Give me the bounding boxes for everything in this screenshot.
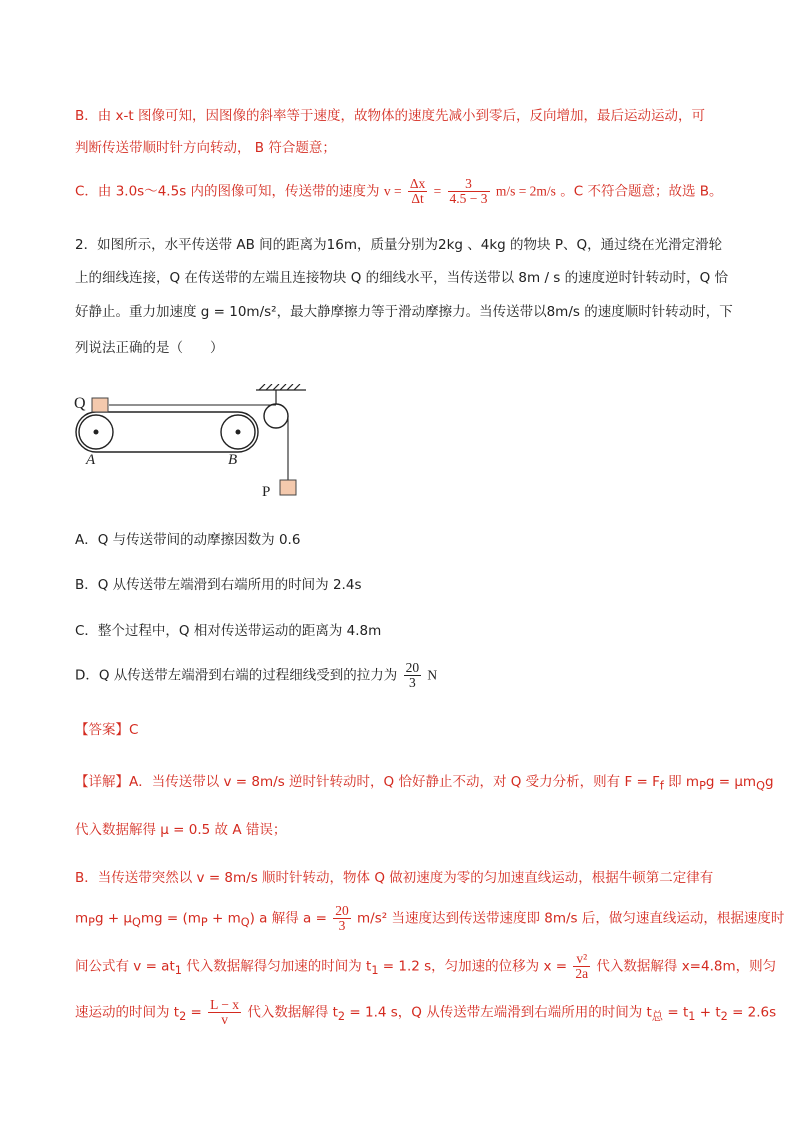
fraction-den: 2a	[575, 966, 589, 981]
detail-text: mg = (m	[140, 910, 201, 927]
detail-text: m	[75, 910, 89, 927]
detail-text: 代入数据解得 t	[247, 1004, 338, 1021]
detail-text: ) a 解得 a =	[249, 910, 327, 927]
label-a: A	[86, 452, 96, 468]
detail-text: 间公式有 v = at	[75, 958, 175, 975]
option-c: C．整个过程中，Q 相对传送带运动的距离为 4.8m	[75, 623, 382, 639]
block-q	[92, 398, 108, 412]
fraction-den: 4.5 − 3	[449, 191, 488, 206]
subscript: 1	[688, 1010, 696, 1024]
detail-line5	[75, 952, 776, 981]
subscript: 2	[179, 1010, 187, 1024]
option-d-unit: N	[427, 667, 438, 683]
block-p	[280, 480, 296, 495]
detail-text: g = μm	[705, 774, 757, 790]
detail-line3: B．当传送带突然以 v = 8m/s 顺时针转动，物体 Q 做初速度为零的匀加速直线运动，根据牛顿第二定律有	[75, 870, 714, 886]
detail-text: + t	[695, 1004, 721, 1021]
question-line1: 2．如图所示，水平传送带 AB 间的距离为16m，质量分别为2kg 、4kg 的物块 P、Q，通过绕在光滑定滑轮	[75, 237, 723, 253]
subscript: 2	[720, 1010, 728, 1024]
option-d	[75, 661, 437, 690]
subscript: f	[659, 779, 664, 793]
detail-text: + m	[207, 910, 241, 927]
option-b: B．Q 从传送带左端滑到右端所用的时间为 2.4s	[75, 577, 362, 593]
pulley	[264, 404, 288, 428]
solution-c-eq3: m/s = 2m/s	[495, 183, 556, 199]
detail-text: 代入数据解得匀加速的时间为 t	[181, 958, 372, 975]
solution-b-line2: 判断传送带顺时针方向转动， B 符合题意；	[75, 140, 336, 156]
detail-text: 【详解】A．当传送带以 v = 8m/s 逆时针转动时，Q 恰好静止不动，对 Q 受力分析，则有 F = F	[75, 774, 660, 790]
detail-text: g	[764, 774, 774, 790]
subscript: P	[200, 916, 208, 930]
label-p: P	[262, 484, 271, 500]
subscript: Q	[132, 916, 141, 930]
detail-text: 即 m	[663, 774, 700, 790]
detail-text: 代入数据解得 x=4.8m，则匀	[596, 958, 777, 975]
fraction-l-minus-x	[208, 998, 241, 1027]
fraction-3-over	[448, 177, 490, 206]
subscript: P	[88, 916, 95, 930]
subscript: 1	[371, 964, 379, 978]
fraction-20-3	[404, 661, 422, 690]
conveyor-belt	[76, 412, 258, 452]
fraction-num: 20	[405, 660, 420, 675]
solution-c	[75, 177, 723, 206]
conveyor-diagram	[70, 384, 310, 504]
option-a: A．Q 与传送带间的动摩擦因数为 0.6	[75, 532, 301, 548]
detail-line1	[75, 770, 774, 793]
fraction-num: v²	[573, 952, 590, 967]
fraction-dx-dt	[408, 177, 427, 206]
fraction-v2-2a	[573, 952, 590, 981]
fraction-den: v	[221, 1012, 228, 1027]
detail-text: g + μ	[94, 910, 133, 927]
detail-text: =	[186, 1004, 202, 1021]
question-line4: 列说法正确的是（ ）	[75, 340, 224, 356]
fraction-den: 3	[338, 918, 346, 933]
fraction-num: L − x	[210, 997, 240, 1012]
solution-c-eq1: v =	[383, 183, 402, 199]
label-b: B	[228, 452, 238, 468]
fraction-num: 20	[335, 903, 349, 918]
detail-text: = t	[663, 1004, 689, 1021]
fraction-num: 3	[448, 177, 490, 192]
subscript: Q	[240, 916, 250, 930]
detail-text: = 1.2 s，匀加速的位移为 x =	[378, 958, 568, 975]
fraction-den: 3	[408, 675, 416, 690]
detail-line4	[75, 904, 784, 933]
detail-line2: 代入数据解得 μ = 0.5 故 A 错误；	[75, 822, 287, 838]
solution-c-eq2: =	[433, 183, 442, 199]
detail-text: = 2.6s	[727, 1004, 777, 1021]
fraction-20-3-accel	[333, 904, 351, 933]
fraction-den: Δt	[411, 191, 424, 206]
label-q: Q	[74, 395, 86, 412]
solution-b-line1: B．由 x-t 图像可知，因图像的斜率等于速度，故物体的速度先减小到零后，反向增加，最后运动运动，可	[75, 108, 705, 124]
solution-c-suffix: 。C 不符合题意；故选 B。	[560, 183, 723, 200]
answer: 【答案】C	[75, 722, 139, 738]
detail-line6	[75, 998, 776, 1027]
detail-text: = 1.4 s，Q 从传送带左端滑到右端所用的时间为 t	[345, 1004, 652, 1021]
subscript: 2	[337, 1010, 346, 1024]
ceiling-hatch	[256, 384, 306, 404]
fraction-num: Δx	[409, 176, 426, 191]
option-d-prefix: D．Q 从传送带左端滑到右端的过程细线受到的拉力为	[75, 667, 398, 684]
subscript: Q	[756, 779, 765, 793]
solution-c-prefix: C．由 3.0s～4.5s 内的图像可知，传送带的速度为	[75, 183, 380, 200]
subscript: 1	[174, 964, 182, 978]
detail-text: m/s² 当速度达到传送带速度即 8m/s 后，做匀速直线运动，根据速度时	[357, 910, 785, 927]
subscript: P	[699, 779, 706, 793]
detail-text: 速运动的时间为 t	[75, 1004, 180, 1021]
question-line3: 好静止。重力加速度 g = 10m/s²，最大静摩擦力等于滑动摩擦力。当传送带以8m/s 的速度顺时针转动时，下	[75, 304, 733, 320]
subscript: 总	[651, 1010, 664, 1024]
question-line2: 上的细线连接，Q 在传送带的左端且连接物块 Q 的细线水平，当传送带以 8m / s 的速度逆时针转动时，Q 恰	[75, 270, 729, 286]
wheel-a-axle	[94, 430, 99, 435]
wheel-b-axle	[236, 430, 241, 435]
